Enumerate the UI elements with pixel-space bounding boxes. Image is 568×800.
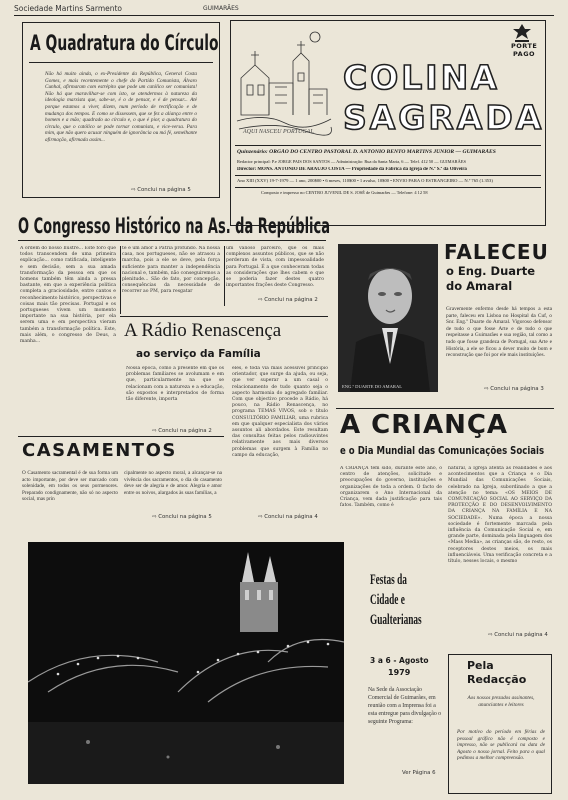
masthead-printer: Composto e impresso no CENTRO JUVENIL DE S. JOSÉ de Guimarães — Telefone: 4 12 58	[261, 190, 428, 195]
quadratura-body: Não há muito ainda, o ex-Presidente da República, General Costa Gomes, e mais recentemente o chefe do Partido Comunista, Álvaro Cunhal, afirmaram com estrépito que pode um católico ser comunista! Não há que maravilhar-se com isto, se atendermos à natureza da ideologia marxista que, sabe-se, é o de pensar, e é de pensar... Até porque estamos a viver, dizem, num período de rectificação e de mudança dos tempos. E como se dissessem, que se fez a aliança entre o homem e a mão; quadrado ao círculo e, o que é pior, a quadratura do círculo, que o católico se pode tornar comunista, e vice-versa. Para mim, que não quero acusar ninguém de ignorância ou má fé, semelhante afirmação, afirmada assim...	[45, 71, 197, 143]
top-rule	[14, 15, 554, 16]
city-label: GUIMARÃES	[203, 5, 239, 12]
arrow-icon: ⇨	[488, 632, 495, 638]
faleceu-continue-link[interactable]: ⇨ Conclui na página 3	[484, 386, 544, 392]
festas-year: 1979	[388, 668, 411, 677]
arrow-icon: ⇨	[152, 514, 159, 520]
radio-top-rule	[120, 316, 328, 317]
redaccao-title-line2: Redacção	[467, 673, 527, 686]
quadratura-title: A Quadratura do Círculo	[30, 31, 219, 55]
arrow-icon: ⇨	[484, 386, 491, 392]
portrait-photo	[338, 244, 438, 392]
radio-continue-link-2[interactable]: ⇨ Conclui na página 4	[258, 514, 318, 520]
casamentos-col2: cipalmente no aspecto moral, a alcançar-se na vivência dos sacramentos, o dia do casamento deve ser de alegria e de amor. Alegria e amor entre os noivos, alargados às suas famílias, a	[124, 470, 222, 496]
congresso-rule	[18, 240, 326, 241]
masthead-title-line2: SAGRADA	[343, 98, 545, 137]
masthead-rule-2	[235, 175, 541, 176]
masthead-rule-1	[235, 145, 541, 146]
arrow-icon: ⇨	[131, 187, 138, 193]
congresso-continue-link[interactable]: ⇨ Conclui na página 2	[258, 297, 318, 303]
portrait-caption: ENG.º DUARTE DO AMARAL	[342, 384, 403, 389]
masthead-redaction: Redactor principal: P.e JORGE PAIS DOS SANTOS — Administração: Rua da Santa Maria, 6 — Telef. 412 50 — GUIMARÃES	[237, 159, 466, 164]
masthead-box	[230, 20, 546, 226]
festas-title-line2: Cidade e	[370, 592, 405, 608]
festas-body: Na Sede da Associação Comercial de Guimarães, em reunião com a Imprensa foi a esta entregue para divulgação o seguinte Programa:	[368, 687, 442, 725]
congresso-title: O Congresso Histórico na As. da República	[18, 214, 331, 238]
portrait-image-icon	[338, 244, 438, 392]
crianca-subtitle: e o Dia Mundial das Comunicações Sociais	[340, 444, 545, 457]
quadratura-continue-link[interactable]: ⇨ Conclui na página 5	[131, 187, 191, 193]
festas-continue-link[interactable]: Ver Página 6	[402, 770, 436, 776]
faleceu-title: FALECEU	[444, 240, 549, 264]
col-divider-2	[224, 246, 225, 306]
crianca-continue-link[interactable]: ⇨ Conclui na página 4	[488, 632, 548, 638]
arrow-icon: ⇨	[152, 428, 159, 434]
arrow-icon: ⇨	[258, 297, 265, 303]
arrow-icon: ⇨	[258, 514, 265, 520]
library-stamp: Sociedade Martins Sarmento	[14, 4, 123, 13]
masthead-caption: AQUI NASCEU PORTUGAL	[243, 129, 314, 135]
quadratura-box	[22, 22, 220, 198]
redaccao-body: Por motivo do período em férias de pessoal gráfico não é composto e impresso, não se publicará na data de Agosto o nosso jornal. Feito para o qual pedimos a melhor compreensão.	[457, 729, 545, 762]
congresso-col3: um valioso parceiro, que os mais complexos assuntos públicos, que se não perderam de vista, com impessoalidade para Portugal. É a que conheceram todas as considerações que lhes cabem e que se poderia fazer destes quatro importantes frações deste Congresso.	[226, 246, 324, 289]
radio-subtitle: ao serviço da Família	[136, 348, 261, 360]
redaccao-subtitle: Aos nossos prezados assinantes, anunciantes e leitores	[467, 695, 535, 708]
crianca-col1: A CRIANÇA tem sido, durante este ano, o centro de atenções, solicitude e preocupações do governo, instituições e organizações de toda a ordem. O facto de organizarem o Ano Internacional da Criança, vem dada justificação para tais fatos. Também, como é	[340, 466, 442, 509]
faleceu-name: o Eng. Duarte do Amaral	[446, 264, 536, 293]
casamentos-title: CASAMENTOS	[22, 440, 177, 461]
masthead-subtitle: Quinzenário: ÓRGÃO DO CENTRO PASTORAL D. ANTÓNIO BENTO MARTINS JÚNIOR — GUIMARÃES	[237, 149, 496, 155]
redaccao-title-line1: Pela	[467, 659, 494, 672]
radio-title: A Rádio Renascença	[124, 320, 282, 341]
radio-continue-link-1[interactable]: ⇨ Conclui na página 2	[152, 428, 212, 434]
redaccao-box	[448, 654, 552, 794]
festival-night-photo	[28, 542, 344, 784]
masthead-issue: Ano XIII (XXV) 19-7-1979 — 1 ano, 200$00 • 6 meses, 110$00 • 1 avulso, 10$00 • ENVIO PARA O ESTRANGEIRO — N.º 765 (1.353)	[237, 178, 493, 183]
festas-title-line1: Festas da	[370, 572, 407, 588]
crianca-col2: natural, a Igreja atenta às realidades e aos acontecimentos que a Criança e o Dia Mundial das Comunicações Sociais, celebrado na Igreja, subordinado a que a atenção no tema: «OS MEIOS DE COMUNICAÇÃO SOCIAL AO SERVIÇO DA PROTECÇÃO E DO DESENVOLVIMENTO DA CRIANÇA NA FAMÍLIA E NA SOCIEDADE». Numa época a nossa sociedade é fortemente marcada pela influência da Comunicação Social e, em grande parte, dominada pela linguagem dos «Mass Media», as crianças são, de resto, os receptores destes meios, os mais influenciáveis. Uma verificação concreta e a título, nesses locais, o mesmo	[448, 466, 552, 565]
quadratura-rule	[29, 62, 213, 63]
church-illustration-icon	[235, 23, 333, 141]
festas-dates: 3 a 6 - Agosto	[370, 656, 429, 665]
crianca-title: A CRIANÇA	[340, 410, 509, 440]
crianca-rule	[336, 408, 554, 409]
pago-label: PAGO	[513, 50, 536, 58]
col-divider-1	[120, 246, 121, 314]
masthead-title-line1: COLINA	[343, 58, 500, 97]
festas-title-line3: Gualterianas	[370, 612, 422, 628]
casamentos-col1: O Casamento sacramental é de sua forma um acto importante, por deve ser marcado com solenidade, em todos os seus pormenores. Preparado condignamente, não só no aspecto social, mas prin	[22, 470, 118, 503]
illuminated-church-image-icon	[28, 542, 344, 784]
casamentos-continue-link[interactable]: ⇨ Conclui na página 5	[152, 514, 212, 520]
congresso-col2: te e um amor à Pátria profundo. Na nossa casa, nos portugueses, não se atrasou a marcha, pois a ele se deve, pela força suficiente para manter a independência nacional e, também, não conseguiremos a plenitude... São de fato, por concepção, consequências da necessidade de recorrer ao PM, para resgatar	[122, 246, 220, 295]
masthead-director: Director: MONS. ANTÓNIO DE ARAÚJO COSTA — Propriedade da Fábrica da Igreja de N.ª S.ª da Oliveira	[237, 167, 467, 172]
postal-emblem-icon	[509, 23, 535, 43]
casamentos-rule	[18, 436, 224, 437]
porte-label: PORTE	[511, 42, 538, 50]
congresso-col1: A ordem do nosso Ilustre... Este foro que todos transcendem de uma primeira explicação... como ratificada, inteligente e sem decisão, sem a sua amada transformação da pessoa em que os homens também têm ainda a pressa bastante, em que a experiência política completa a graciosidade, entre cantos e reconhecimento histórico, perspectivas e coisas mais tão precisas. Portugal e os portugueses vivem um momento importante na sua história, por ela serem uma e em perspectiva vieram também a transformação política. Este, mais além, o congresso de Deus, a manha...	[20, 246, 116, 345]
radio-col2: eles, é toda via mais acessível princípio orientador, que surge da ajuda, ou seja, que ver superar a um casal o relacionamento de tudo quanto seja o aspecto harmonia do agregado familiar. Com que objectivo procede a Rádio, há pouco, na Rádio Renascença, no programa TEMAS VIVOS, sob o título CONSULTÓRIO FAMILIAR, uma rubrica em que qualquer especialista dos vários assuntos ali abordados. Este resultam das consultas feitas pelos radiouvintes relativamente aos mais diversos problemas que surgem à Família no campo da educação,	[232, 366, 328, 458]
faleceu-body: Gravemente enfermo desde há tempos a esta parte, faleceu em Lisboa no Hospital da Cuf, o Snr. Eng.º Duarte do Amaral. Vigoroso defensor de tudo o que fosse Arte e de tudo o que respeitasse a Guimarães e sua região, tal como a tudo que fosse grandeza de Portugal, sua Arte e História, a ele se ficou a dever muito de bom e reconstrução que foi por ele mais instituições.	[446, 306, 552, 359]
radio-col1: Nossa época, como a presente em que os problemas familiares se avolumam e em que, particularmente na que se relacionam com a natureza e a educação, são expostos e interpretados de forma tão diferente, importa	[126, 366, 224, 403]
masthead-rule-3	[235, 187, 541, 188]
